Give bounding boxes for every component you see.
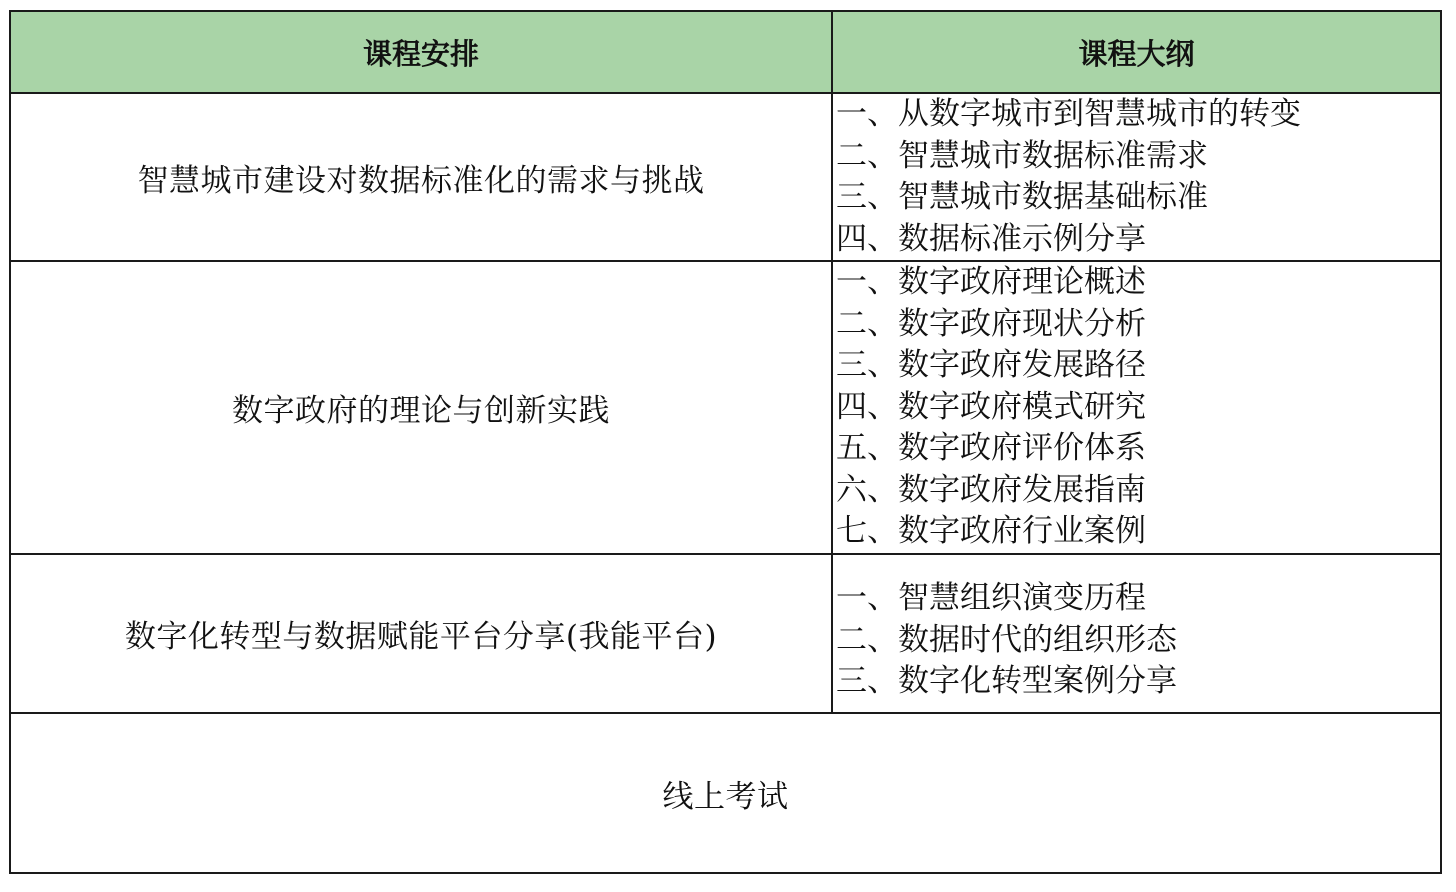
header-course-outline: 课程大纲	[1078, 36, 1195, 71]
outline-item: 三、数字化转型案例分享	[836, 663, 1177, 700]
module-outline-cell	[833, 262, 1440, 553]
exam-label: 线上考试	[662, 778, 789, 815]
table-row	[11, 555, 1440, 714]
module-title-cell	[11, 94, 833, 260]
outline-list	[836, 262, 1146, 553]
module-title-cell	[11, 555, 833, 712]
outline-item: 三、数字政府发展路径	[836, 347, 1146, 383]
outline-item: 二、数据时代的组织形态	[836, 621, 1177, 658]
module-outline-cell	[833, 94, 1440, 260]
module-title: 智慧城市建设对数据标准化的需求与挑战	[137, 162, 705, 199]
outline-item: 六、数字政府发展指南	[836, 471, 1146, 508]
outline-item: 一、数字政府理论概述	[836, 264, 1146, 300]
course-table	[9, 10, 1442, 874]
outline-item: 二、智慧城市数据标准需求	[836, 137, 1208, 174]
outline-item: 三、智慧城市数据基础标准	[836, 179, 1208, 215]
outline-item: 四、数字政府模式研究	[836, 388, 1146, 425]
outline-item: 二、数字政府现状分析	[836, 305, 1146, 342]
outline-list	[836, 94, 1301, 260]
module-title: 数字政府的理论与创新实践	[232, 393, 610, 429]
outline-item: 一、智慧组织演变历程	[836, 580, 1146, 617]
outline-item: 五、数字政府评价体系	[836, 430, 1146, 466]
table-row	[11, 94, 1440, 262]
exam-cell	[11, 714, 1440, 872]
outline-list	[836, 578, 1177, 703]
module-title-cell	[11, 262, 833, 553]
table-row	[11, 262, 1440, 555]
outline-item: 七、数字政府行业案例	[836, 513, 1146, 549]
module-title: 数字化转型与数据赋能平台分享(我能平台)	[124, 619, 718, 655]
exam-row	[11, 714, 1440, 872]
module-outline-cell	[833, 555, 1440, 712]
table-header-row	[11, 12, 1440, 94]
outline-item: 四、数据标准示例分享	[836, 220, 1146, 257]
header-course-schedule: 课程安排	[11, 12, 833, 92]
outline-item: 一、从数字城市到智慧城市的转变	[836, 96, 1301, 132]
